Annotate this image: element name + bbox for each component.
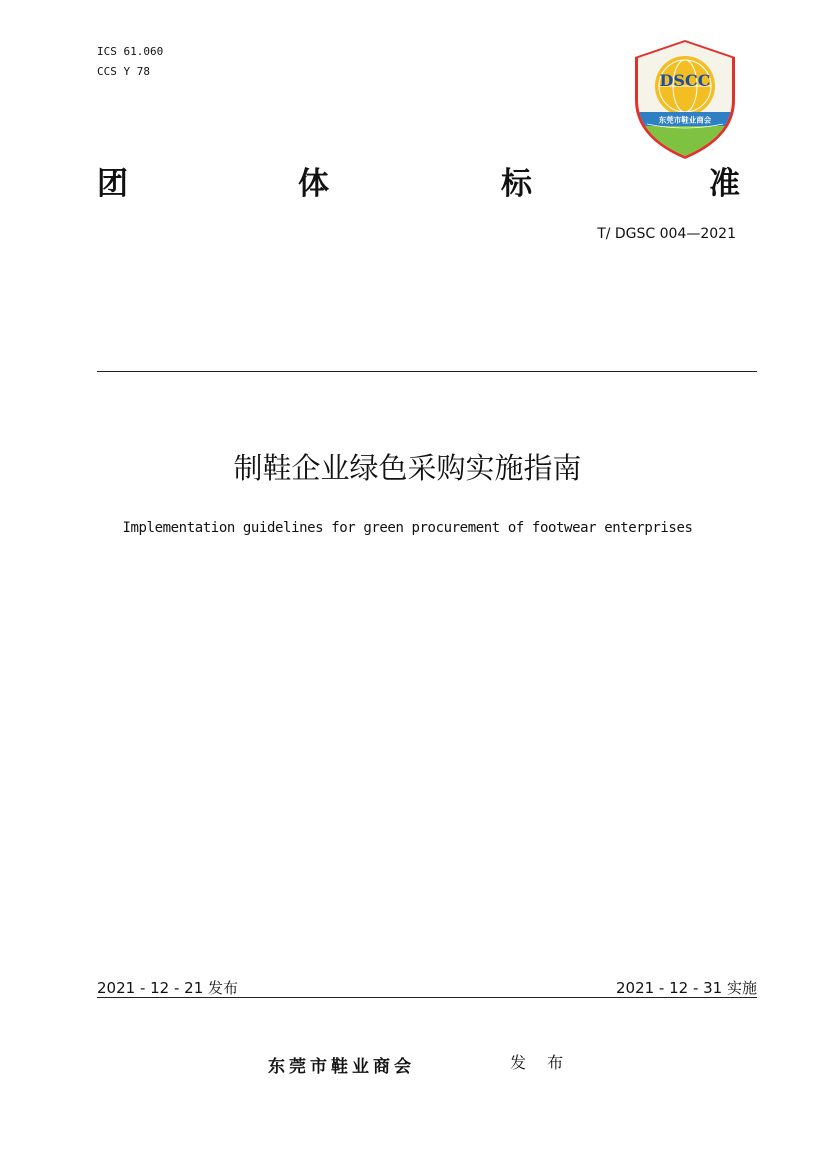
logo-org-name: 东莞市鞋业商会 xyxy=(658,115,712,125)
implement-date: 2021 - 12 - 31 实施 xyxy=(615,979,757,997)
standard-type-char: 准 xyxy=(709,166,740,202)
standard-type-char: 体 xyxy=(298,166,329,202)
standard-type-char: 标 xyxy=(501,166,532,202)
standard-type-heading xyxy=(97,158,743,202)
issuer-name: 东莞市鞋业商会 xyxy=(268,1057,415,1077)
classification-codes xyxy=(97,42,163,82)
association-logo xyxy=(633,38,737,160)
publish-date: 2021 - 12 - 21 发布 xyxy=(97,979,239,997)
top-divider xyxy=(97,371,757,372)
issue-label: 发 布 xyxy=(510,1053,572,1072)
ics-code: ICS 61.060 xyxy=(97,45,164,58)
logo-acronym: DSCC xyxy=(659,71,711,90)
ccs-code: CCS Y 78 xyxy=(97,65,150,78)
document-title-en: Implementation guidelines for green procurement of footwear enterprises xyxy=(122,520,693,536)
standard-type-char: 团 xyxy=(97,166,128,202)
standard-number: T/ DGSC 004—2021 xyxy=(597,226,736,242)
document-title-zh: 制鞋企业绿色采购实施指南 xyxy=(233,451,582,485)
bottom-divider xyxy=(97,997,757,998)
